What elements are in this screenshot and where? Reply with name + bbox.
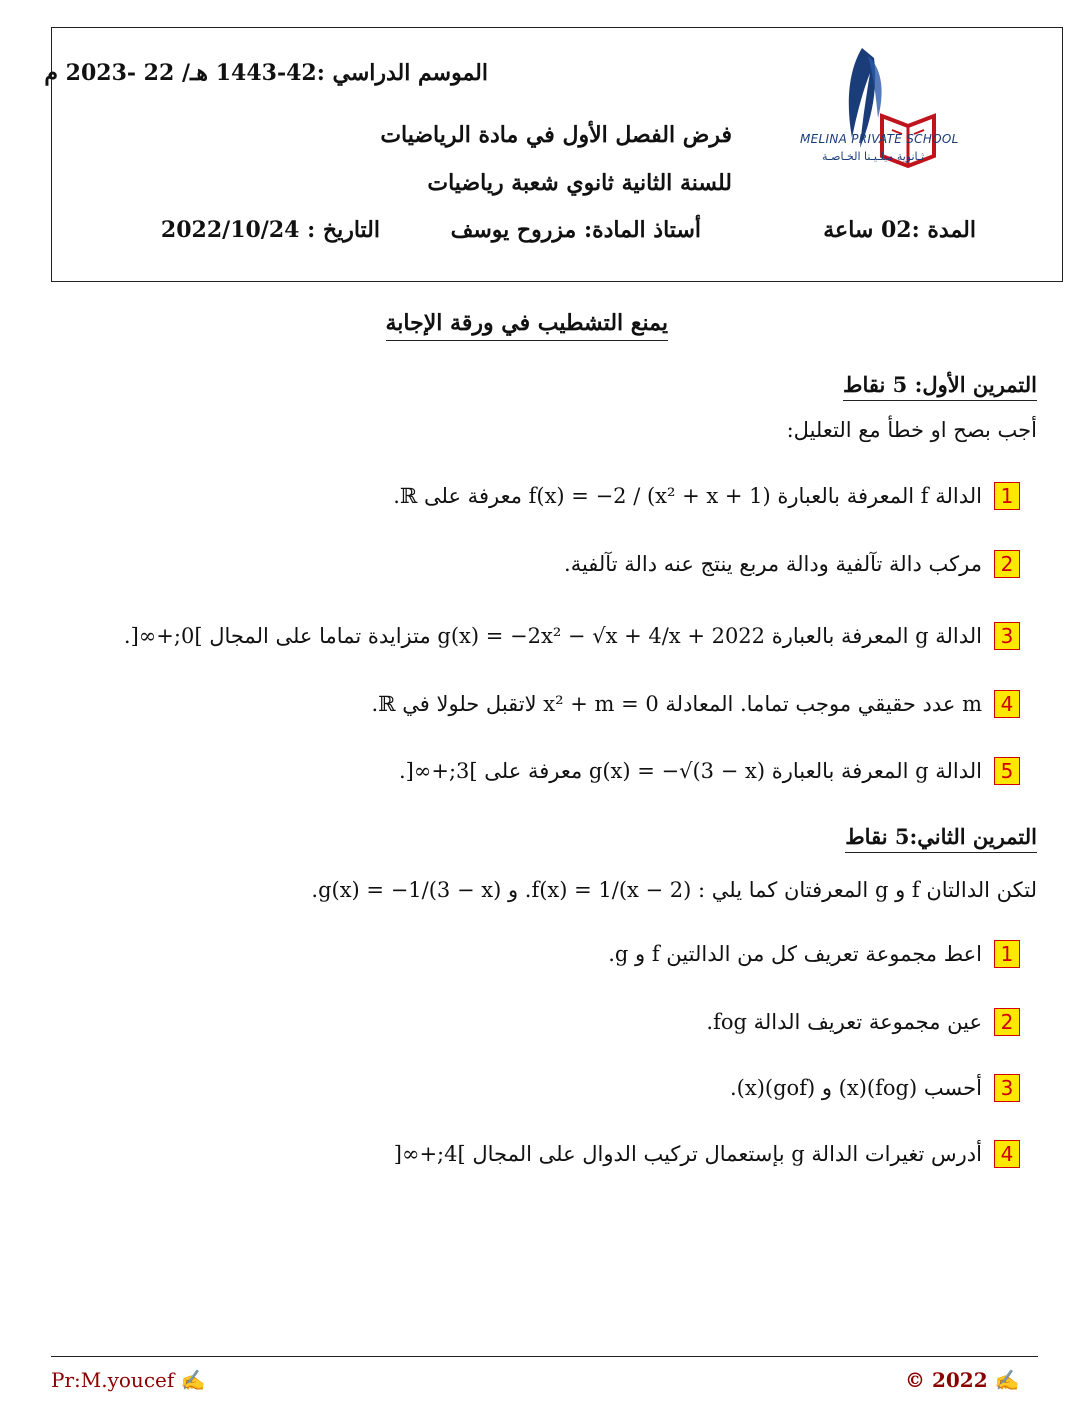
item-number: 4 <box>994 1140 1020 1168</box>
item-number: 1 <box>994 482 1020 510</box>
exercise1-item <box>371 690 1020 718</box>
footer-rule <box>51 1356 1038 1357</box>
item-number: 3 <box>994 1074 1020 1102</box>
exam-subtitle: للسنة الثانية ثانوي شعبة رياضيات <box>427 170 732 196</box>
item-text: مركب دالة تآلفية ودالة مربع ينتج عنه دالة تآلفية. <box>564 552 982 576</box>
exercise2-item <box>730 1074 1020 1102</box>
exercise2-title: التمرين الثاني:5 نقاط <box>845 824 1037 853</box>
exam-date: التاريخ : 2022/10/24 <box>160 217 380 243</box>
logo-text-ar: ثـانوية ميلـيـنا الخـاصـة <box>822 150 925 163</box>
item-text: أحسب (fog)(x) و (gof)(x). <box>730 1076 982 1100</box>
teacher-name: أستاذ المادة: مزروح يوسف <box>450 217 701 243</box>
exercise1-item <box>399 757 1020 785</box>
exercise1-item <box>393 482 1020 510</box>
pen-icon: ✍ <box>994 1368 1020 1392</box>
item-number: 5 <box>994 757 1020 785</box>
footer-copyright <box>905 1368 1020 1392</box>
exercise1-item <box>124 622 1020 650</box>
school-logo <box>790 38 980 208</box>
exercise2-item <box>706 1008 1020 1036</box>
item-text: عين مجموعة تعريف الدالة fog. <box>706 1010 982 1034</box>
logo-text-en: MELINA PRIVATE SCHOOL <box>800 132 959 146</box>
exercise2-intro: لتكن الدالتان f و g المعرفتان كما يلي : f(x) = 1/(x − 2). و g(x) = −1/(3 − x). <box>311 878 1037 902</box>
item-text: m عدد حقيقي موجب تماما. المعادلة x² + m = 0 لاتقبل حلولا في ℝ. <box>371 692 982 716</box>
exercise2-item <box>608 940 1020 968</box>
item-number: 4 <box>994 690 1020 718</box>
item-number: 2 <box>994 1008 1020 1036</box>
author-name: Pr:M.youcef <box>51 1368 175 1392</box>
no-erasure-warning: يمنع التشطيب في ورقة الإجابة <box>386 310 669 341</box>
exam-title: فرض الفصل الأول في مادة الرياضيات <box>380 122 732 148</box>
item-text: الدالة f المعرفة بالعبارة f(x) = −2 / (x² + x + 1) معرفة على ℝ. <box>393 484 982 508</box>
exercise1-instruction: أجب بصح او خطأ مع التعليل: <box>786 418 1037 442</box>
item-number: 1 <box>994 940 1020 968</box>
exam-duration: المدة :02 ساعة <box>823 217 976 243</box>
item-number: 2 <box>994 550 1020 578</box>
copyright-text: © 2022 <box>905 1368 988 1392</box>
item-text: الدالة g المعرفة بالعبارة g(x) = −√(3 − x) معرفة على ]3;+∞[. <box>399 759 982 783</box>
item-text: اعط مجموعة تعريف كل من الدالتين f و g. <box>608 942 982 966</box>
item-number: 3 <box>994 622 1020 650</box>
footer-author <box>51 1368 206 1392</box>
pen-icon: ✍ <box>180 1368 206 1392</box>
exercise2-item <box>394 1140 1020 1168</box>
item-text: الدالة g المعرفة بالعبارة g(x) = −2x² − √x + 4/x + 2022 متزايدة تماما على المجال ]0;+∞[. <box>123 624 982 648</box>
item-text: أدرس تغيرات الدالة g بإستعمال تركيب الدوال على المجال ]4;+∞[ <box>393 1142 982 1166</box>
exercise1-item <box>564 550 1020 578</box>
school-season: الموسم الدراسي :42-1443 هـ/ 22 -2023 م <box>44 60 488 86</box>
exercise1-title: التمرين الأول: 5 نقاط <box>843 372 1037 401</box>
